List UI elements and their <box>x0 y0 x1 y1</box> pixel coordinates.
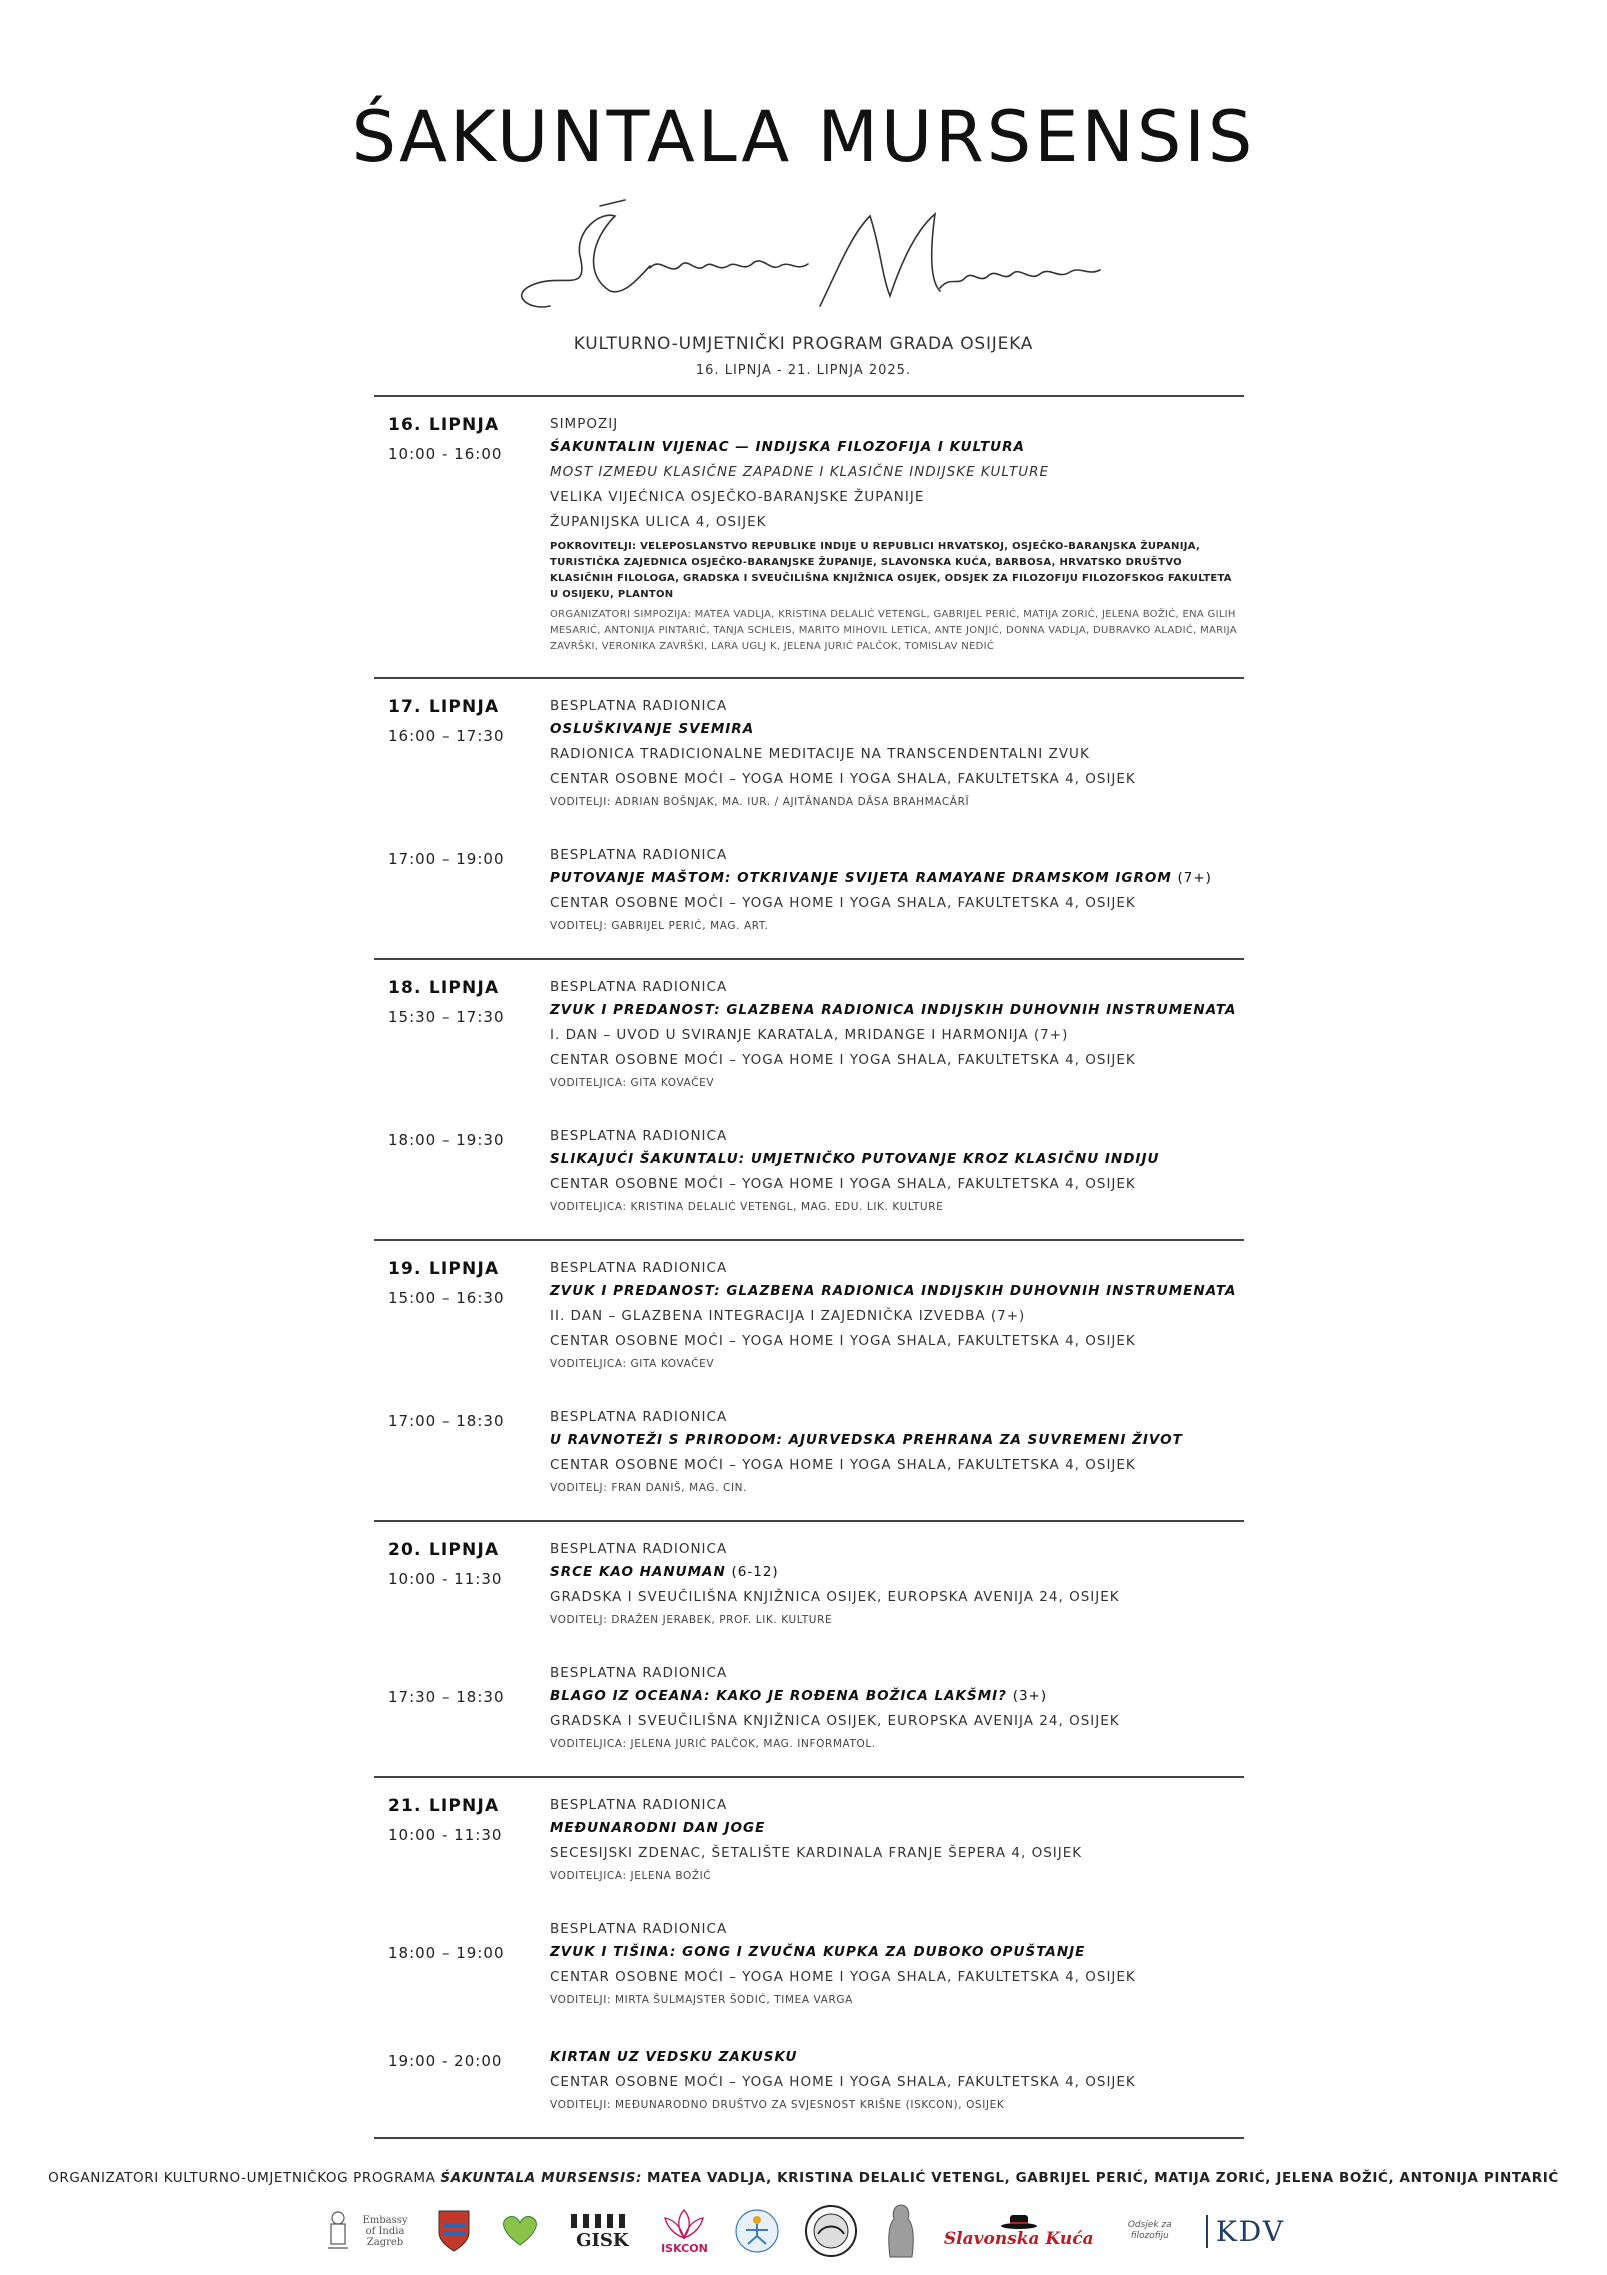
day-label: 21. LIPNJA <box>388 1796 500 1816</box>
page-title: ŚAKUNTALA MURSENSIS <box>351 96 1256 178</box>
event-time: 16:00 – 17:30 <box>388 727 505 745</box>
event-time: 19:00 - 20:00 <box>388 2052 503 2070</box>
event-time: 17:30 – 18:30 <box>388 1688 505 1706</box>
event-title-text: PUTOVANJE MAŠTOM: OTKRIVANJE SVIJETA RAMAYANE DRAMSKOM IGROM <box>550 870 1172 886</box>
footer-org-names: MATEA VADLJA, KRISTINA DELALIĆ VETENGL, GABRIJEL PERIĆ, MATIJA ZORIĆ, JELENA BOŽIĆ, ANTONIJA PINTARIĆ <box>646 2170 1559 2186</box>
event-leaders: VODITELJICA: KRISTINA DELALIĆ VETENGL, MAG. EDU. LIK. KULTURE <box>550 1201 944 1213</box>
iskcon-lotus-icon <box>659 2208 709 2255</box>
event-title <box>550 1683 1244 1709</box>
event-type: BESPLATNA RADIONICA <box>550 1409 728 1425</box>
event-title: ZVUK I PREDANOST: GLAZBENA RADIONICA INDIJSKIH DUHOVNIH INSTRUMENATA <box>550 1002 1237 1018</box>
event-leaders: VODITELJICA: JELENA BOŽIĆ <box>550 1870 712 1882</box>
event-time: 17:00 – 18:30 <box>388 1412 505 1430</box>
event <box>374 1127 1244 1217</box>
day-label: 18. LIPNJA <box>388 978 500 998</box>
slavonska-kuca-label: Slavonska Kuća <box>943 2229 1094 2249</box>
event-type: BESPLATNA RADIONICA <box>550 1665 728 1681</box>
event-time: 10:00 - 16:00 <box>388 445 503 463</box>
event <box>374 1796 1244 1886</box>
footer-organizers <box>0 2170 1607 2186</box>
program-subtitle: KULTURNO-UMJETNIČKI PROGRAM GRADA OSIJEKA <box>573 334 1034 354</box>
event-type: BESPLATNA RADIONICA <box>550 979 728 995</box>
event <box>374 978 1244 1093</box>
event-address: ŽUPANIJSKA ULICA 4, OSIJEK <box>550 514 767 530</box>
event-leaders: VODITELJICA: GITA KOVAČEV <box>550 1358 715 1370</box>
event-organizers: ORGANIZATORI SIMPOZIJA: MATEA VADLJA, KRISTINA DELALIĆ VETENGL, GABRIJEL PERIĆ, MATIJA ZORIĆ, JELENA BOŽIĆ, ENA GILIH MESARIĆ, ANTONIJA PINTARIĆ, TANJA SCHLEIS, MARITO MIHOVIL LETICA, ANTE JONJIĆ, DONNA VADLJA, DUBRAVKO ALADIĆ, MARIJA ZAVRŠKI, VERONIKA ZAVRŠKI, LARA UGLJ K, JELENA JURIĆ PALČOK, TOMISLAV NEDIĆ <box>550 609 1237 652</box>
event-description: I. DAN – UVOD U SVIRANJE KARATALA, MRIDANGE I HARMONIJA (7+) <box>550 1027 1069 1043</box>
event <box>374 415 1244 655</box>
event-venue: CENTAR OSOBNE MOĆI – YOGA HOME I YOGA SHALA, FAKULTETSKA 4, OSIJEK <box>550 895 1136 911</box>
event-description: II. DAN – GLAZBENA INTEGRACIJA I ZAJEDNIČKA IZVEDBA (7+) <box>550 1308 1026 1324</box>
county-coat-of-arms-icon <box>437 2209 471 2253</box>
event <box>374 1920 1244 2010</box>
event-age: (6-12) <box>731 1564 779 1580</box>
round-badge-icon <box>804 2204 858 2258</box>
event-venue: SECESIJSKI ZDENAC, ŠETALIŠTE KARDINALA FRANJE ŠEPERA 4, OSIJEK <box>550 1845 1083 1861</box>
iskcon-label: ISKCON <box>661 2241 708 2255</box>
event-leaders: VODITELJI: ADRIAN BOŠNJAK, MA. IUR. / AJITĀNANDA DĀSA BRAHMACĀRĪ <box>550 796 970 808</box>
day-block <box>374 677 1244 958</box>
event-age: (7+) <box>1177 870 1212 886</box>
event-type: BESPLATNA RADIONICA <box>550 1921 728 1937</box>
event <box>374 2044 1244 2115</box>
event-venue: CENTAR OSOBNE MOĆI – YOGA HOME I YOGA SHALA, FAKULTETSKA 4, OSIJEK <box>550 2074 1136 2090</box>
event-venue: CENTAR OSOBNE MOĆI – YOGA HOME I YOGA SHALA, FAKULTETSKA 4, OSIJEK <box>550 1969 1136 1985</box>
event-type: BESPLATNA RADIONICA <box>550 698 728 714</box>
event-time: 10:00 - 11:30 <box>388 1826 503 1844</box>
footer-org-program: ŚAKUNTALA MURSENSIS: <box>440 2170 643 2186</box>
day-block <box>374 395 1244 677</box>
event-time: 15:30 – 17:30 <box>388 1008 505 1026</box>
event <box>374 1259 1244 1374</box>
event-type: SIMPOZIJ <box>550 416 619 432</box>
event-title-text: SRCE KAO HANUMAN <box>550 1564 726 1580</box>
philosophy-department-label: Odsjek za filozofiju <box>1127 2220 1172 2241</box>
event-patrons: POKROVITELJI: VELEPOSLANSTVO REPUBLIKE INDIJE U REPUBLICI HRVATSKOJ, OSJEČKO-BARANJSKA ŽUPANIJA, TURISTIČKA ZAJEDNICA OSJEČKO-BARANJSKE ŽUPANIJE, SLAVONSKA KUĆA, BARBOSA, HRVATSKO DRUŠTVO KLASIČNIH FILOLOGA, GRADSKA I SVEUČILIŠNA KNJIŽNICA OSIJEK, ODSJEK ZA FILOZOFIJU FILOZOFSKOG FAKULTETA U OSIJEKU, PLANTON <box>550 541 1232 600</box>
event-venue: GRADSKA I SVEUČILIŠNA KNJIŽNICA OSIJEK, EUROPSKA AVENIJA 24, OSIJEK <box>550 1589 1120 1605</box>
event-time: 10:00 - 11:30 <box>388 1570 503 1588</box>
day-block <box>374 1776 1244 2139</box>
schedule <box>374 395 1244 2139</box>
signature-logo <box>490 196 1110 326</box>
event <box>374 1408 1244 1498</box>
event-venue: CENTAR OSOBNE MOĆI – YOGA HOME I YOGA SHALA, FAKULTETSKA 4, OSIJEK <box>550 1457 1136 1473</box>
event-type: BESPLATNA RADIONICA <box>550 847 728 863</box>
yoga-figure-icon <box>734 2208 780 2254</box>
event-title: OSLUŠKIVANJE SVEMIRA <box>550 721 755 737</box>
event-leaders: VODITELJ: FRAN DANIŠ, MAG. CIN. <box>550 1482 748 1494</box>
event-type: BESPLATNA RADIONICA <box>550 1541 728 1557</box>
event-title: ZVUK I TIŠINA: GONG I ZVUČNA KUPKA ZA DUBOKO OPUŠTANJE <box>550 1944 1086 1960</box>
event-title: SLIKAJUĆI ŠAKUNTALU: UMJETNIČKO PUTOVANJE KROZ KLASIČNU INDIJU <box>550 1151 1160 1167</box>
day-block <box>374 958 1244 1239</box>
event <box>374 697 1244 812</box>
event-type: BESPLATNA RADIONICA <box>550 1797 728 1813</box>
event-venue: CENTAR OSOBNE MOĆI – YOGA HOME I YOGA SHALA, FAKULTETSKA 4, OSIJEK <box>550 1333 1136 1349</box>
event-title: ZVUK I PREDANOST: GLAZBENA RADIONICA INDIJSKIH DUHOVNIH INSTRUMENATA <box>550 1283 1237 1299</box>
day-label: 17. LIPNJA <box>388 697 500 717</box>
event <box>374 1540 1244 1630</box>
event-type: BESPLATNA RADIONICA <box>550 1128 728 1144</box>
day-label: 16. LIPNJA <box>388 415 500 435</box>
event-title: MEĐUNARODNI DAN JOGE <box>550 1820 766 1836</box>
event-title: ŚAKUNTALIN VIJENAC — INDIJSKA FILOZOFIJA I KULTURA <box>550 439 1025 455</box>
gisk-label: GISK <box>576 2229 629 2251</box>
day-label: 19. LIPNJA <box>388 1259 500 1279</box>
kdv-logo-icon: KDV <box>1206 2215 1285 2248</box>
embassy-label: Embassy of India Zagreb <box>362 2214 408 2248</box>
day-block <box>374 1520 1244 1776</box>
tourist-board-heart-icon <box>495 2211 545 2251</box>
gisk-logo-icon <box>569 2212 635 2251</box>
event-leaders: VODITELJ: DRAŽEN JERABEK, PROF. LIK. KULTURE <box>550 1614 833 1626</box>
event-age: (3+) <box>1012 1688 1048 1704</box>
event-time: 15:00 – 16:30 <box>388 1289 505 1307</box>
footer-org-prefix: ORGANIZATORI KULTURNO-UMJETNIČKOG PROGRAMA <box>48 2170 436 2186</box>
event-leaders: VODITELJI: MIRTA ŠULMAJSTER ŠODIĆ, TIMEA VARGA <box>550 1994 853 2006</box>
event-venue: CENTAR OSOBNE MOĆI – YOGA HOME I YOGA SHALA, FAKULTETSKA 4, OSIJEK <box>550 1176 1136 1192</box>
partner-logos <box>325 2195 1285 2267</box>
day-block <box>374 1239 1244 1520</box>
event-leaders: VODITELJ: GABRIJEL PERIĆ, MAG. ART. <box>550 920 769 932</box>
event-title-text: BLAGO IZ OCEANA: KAKO JE ROĐENA BOŽICA LAKŠMI? <box>550 1688 1007 1704</box>
event-title <box>550 865 1244 891</box>
event-title: KIRTAN UZ VEDSKU ZAKUSKU <box>550 2049 798 2065</box>
event-title <box>550 1559 1244 1585</box>
statue-icon <box>882 2201 920 2261</box>
event-subtitle: MOST IZMEĐU KLASIČNE ZAPADNE I KLASIČNE INDIJSKE KULTURE <box>550 464 1050 480</box>
program-dates: 16. LIPNJA - 21. LIPNJA 2025. <box>695 363 912 378</box>
event <box>374 1664 1244 1754</box>
day-label: 20. LIPNJA <box>388 1540 500 1560</box>
event-description: RADIONICA TRADICIONALNE MEDITACIJE NA TRANSCENDENTALNI ZVUK <box>550 746 1090 762</box>
event-leaders: VODITELJICA: GITA KOVAČEV <box>550 1077 715 1089</box>
philosophy-department-icon <box>1118 2220 1182 2242</box>
event-leaders: VODITELJI: MEĐUNARODNO DRUŠTVO ZA SVJESNOST KRIŠNE (ISKCON), OSIJEK <box>550 2099 1005 2111</box>
event-venue: CENTAR OSOBNE MOĆI – YOGA HOME I YOGA SHALA, FAKULTETSKA 4, OSIJEK <box>550 771 1136 787</box>
event-type: BESPLATNA RADIONICA <box>550 1260 728 1276</box>
event-time: 17:00 – 19:00 <box>388 850 505 868</box>
event-leaders: VODITELJICA: JELENA JURIĆ PALČOK, MAG. INFORMATOL. <box>550 1738 876 1750</box>
event <box>374 846 1244 936</box>
slavonska-kuca-hat-icon <box>944 2213 1094 2249</box>
event-time: 18:00 – 19:00 <box>388 1944 505 1962</box>
event-time: 18:00 – 19:30 <box>388 1131 505 1149</box>
event-venue: VELIKA VIJEĆNICA OSJEČKO-BARANJSKE ŽUPANIJE <box>550 489 925 505</box>
event-venue: CENTAR OSOBNE MOĆI – YOGA HOME I YOGA SHALA, FAKULTETSKA 4, OSIJEK <box>550 1052 1136 1068</box>
event-venue: GRADSKA I SVEUČILIŠNA KNJIŽNICA OSIJEK, EUROPSKA AVENIJA 24, OSIJEK <box>550 1713 1120 1729</box>
emblem-of-india-icon <box>325 2208 413 2254</box>
event-title: U RAVNOTEŽI S PRIRODOM: AJURVEDSKA PREHRANA ZA SUVREMENI ŽIVOT <box>550 1432 1183 1448</box>
